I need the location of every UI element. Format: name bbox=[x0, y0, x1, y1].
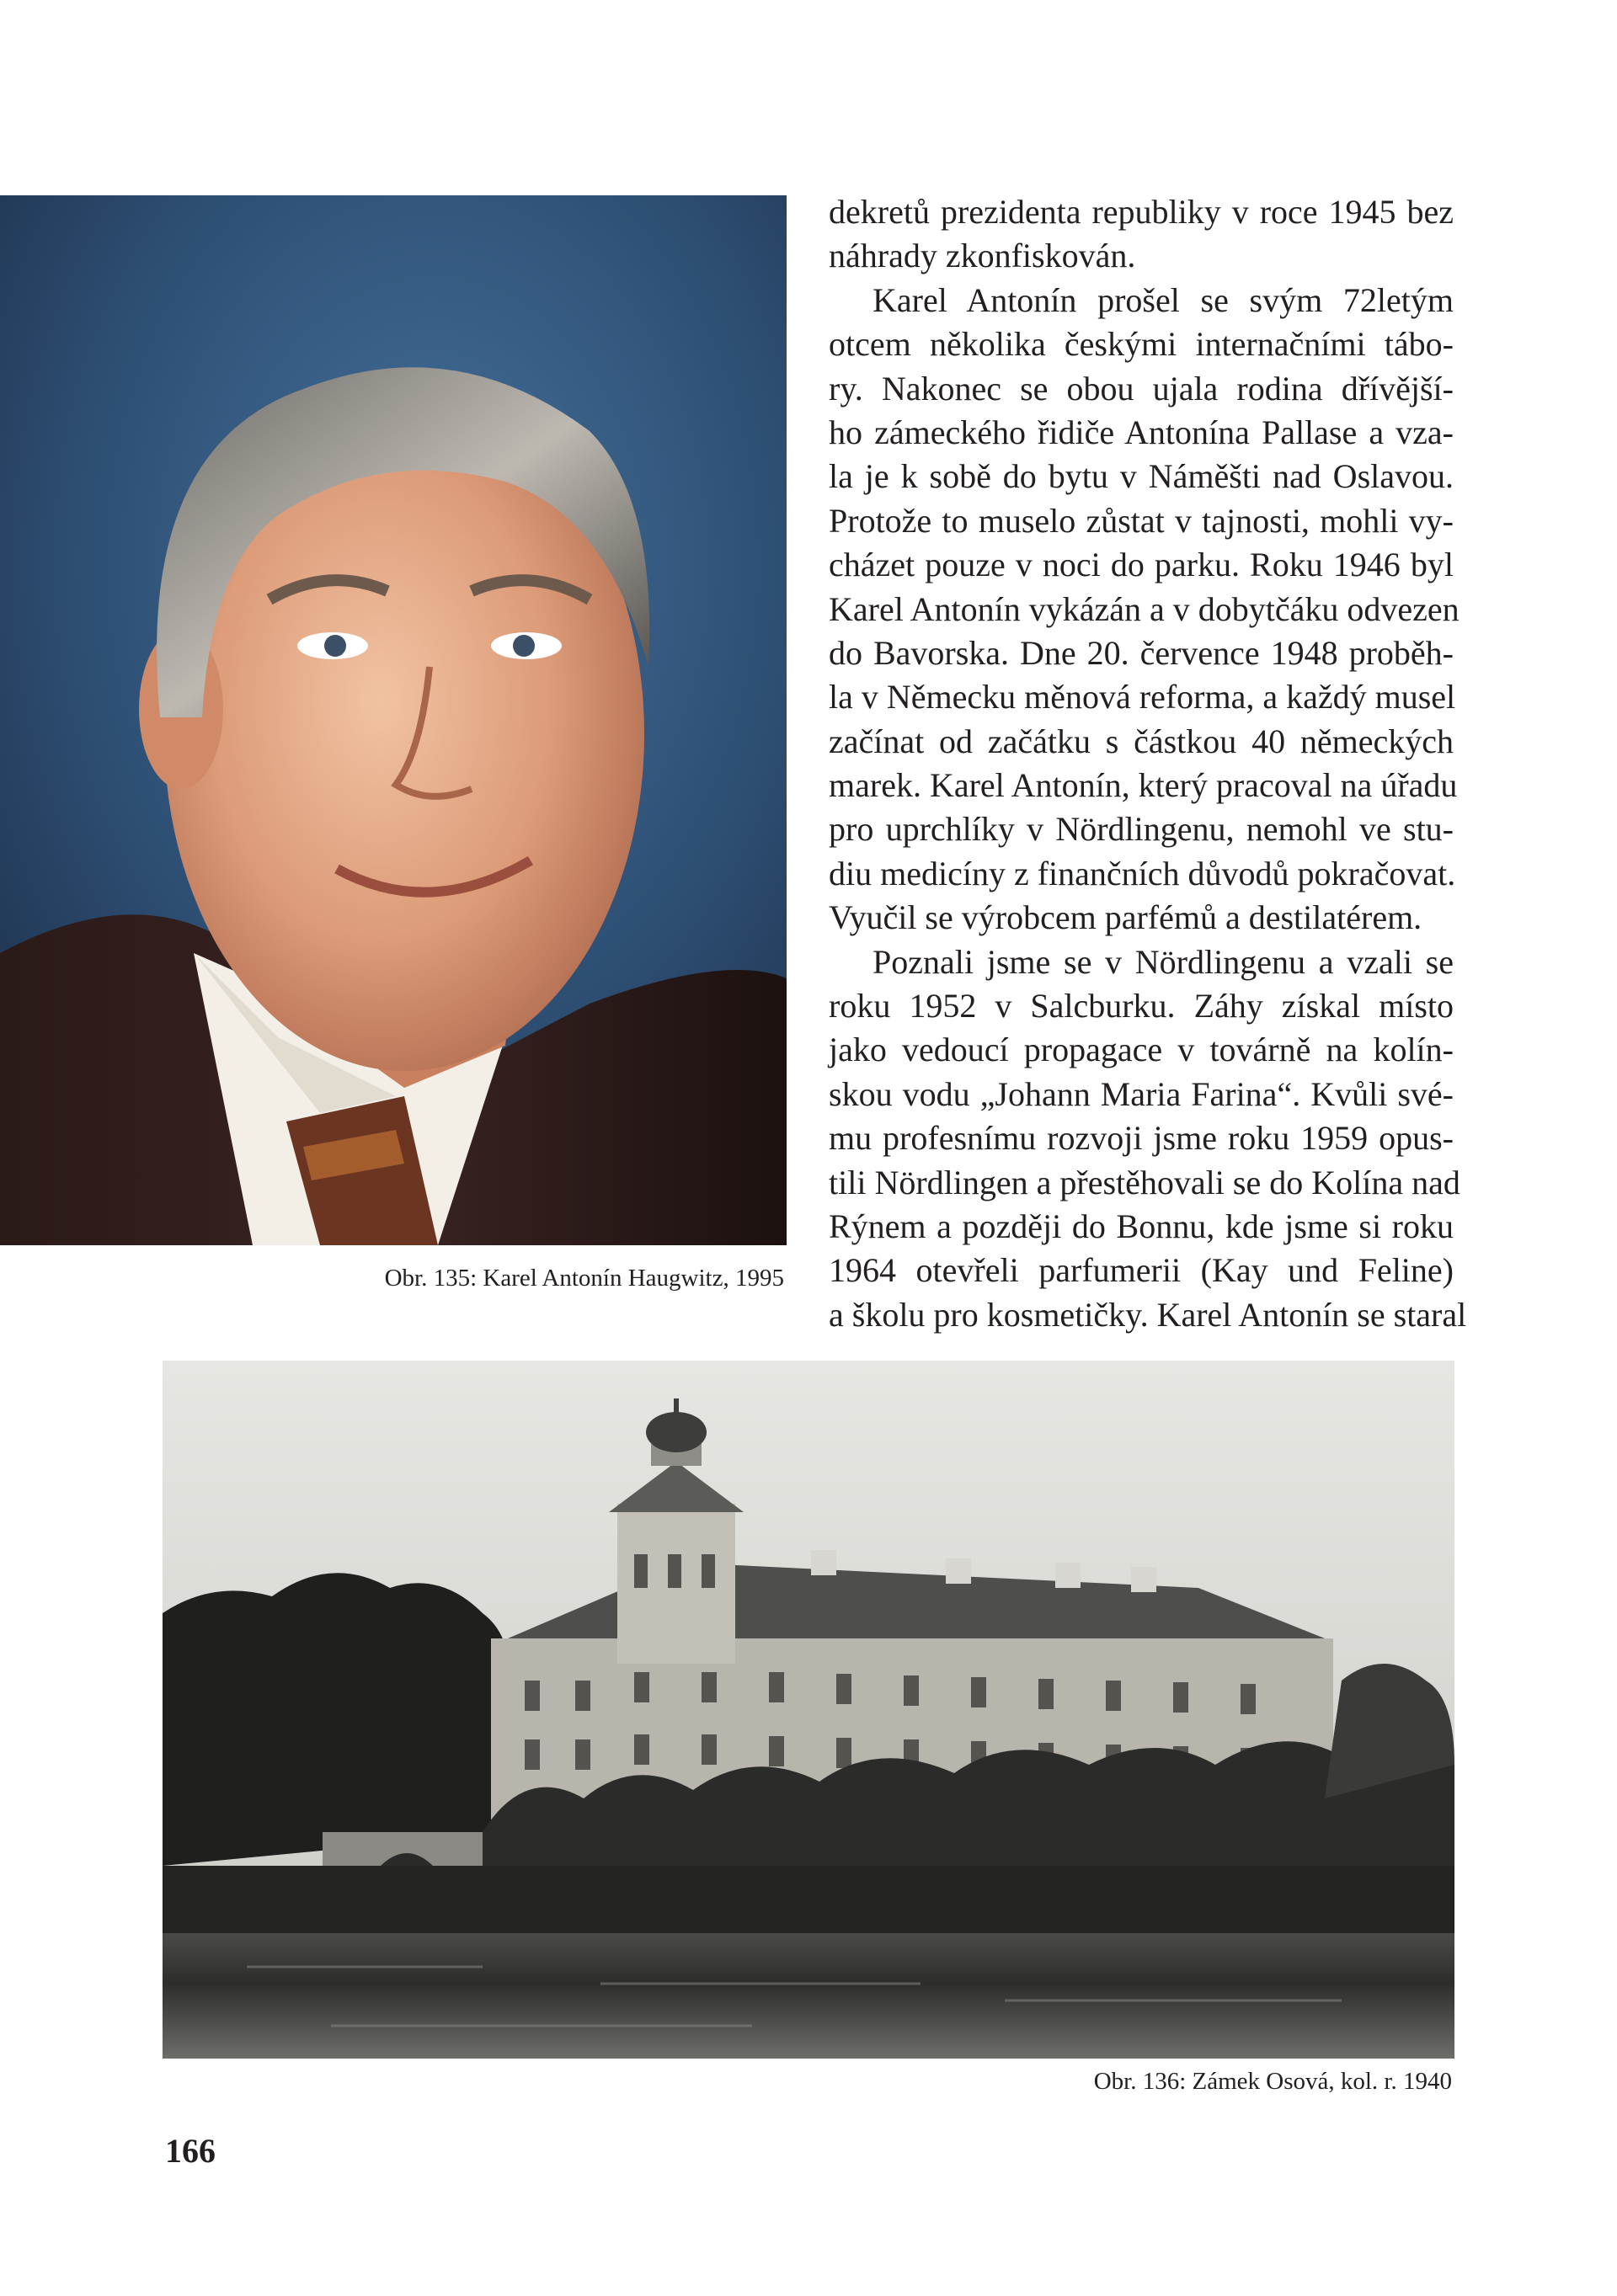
portrait-photo bbox=[0, 195, 787, 1245]
text-line: cházet pouze v noci do parku. Roku 1946 byl bbox=[829, 546, 1454, 584]
text-line: otcem několika českými internačními tábo- bbox=[829, 325, 1454, 364]
text-line: Poznali jsme se v Nördlingenu a vzali se bbox=[873, 942, 1454, 981]
text-line: jako vedoucí propagace v továrně na kolín- bbox=[829, 1031, 1454, 1069]
text-line: skou vodu „Johann Maria Farina“. Kvůli své- bbox=[829, 1074, 1454, 1113]
text-line: Karel Antonín prošel se svým 72letým bbox=[873, 280, 1454, 319]
text-line: 1964 otevřeli parfumerii (Kay und Feline) bbox=[829, 1251, 1454, 1290]
text-line: mu profesnímu rozvoji jsme roku 1959 opus- bbox=[829, 1119, 1454, 1158]
text-line: diu medicíny z finančních důvodů pokračovat. bbox=[829, 854, 1456, 892]
text-line: dekretů prezidenta republiky v roce 1945 bez bbox=[829, 193, 1454, 231]
text-line: la je k sobě do bytu v Náměšti nad Oslavou. bbox=[829, 457, 1454, 496]
text-line: ho zámeckého řidiče Antonína Pallase a vza- bbox=[829, 413, 1454, 451]
text-line: náhrady zkonfiskován. bbox=[829, 237, 1136, 275]
text-line: roku 1952 v Salcburku. Záhy získal místo bbox=[829, 987, 1454, 1025]
text-line: la v Německu měnová reforma, a každý musel bbox=[829, 678, 1456, 717]
text-line: do Bavorska. Dne 20. července 1948 proběh- bbox=[829, 633, 1454, 672]
text-line: Vyučil se výrobcem parfémů a destilatérem. bbox=[829, 898, 1422, 937]
body-text bbox=[829, 190, 1467, 1337]
figure-136-caption: Obr. 136: Zámek Osová, kol. r. 1940 bbox=[1093, 2068, 1452, 2095]
text-line: začínat od začátku s částkou 40 německých bbox=[829, 722, 1454, 760]
text-line: tili Nördlingen a přestěhovali se do Kolína nad bbox=[829, 1163, 1460, 1201]
text-line: marek. Karel Antonín, který pracoval na úřadu bbox=[829, 766, 1458, 805]
text-line: Karel Antonín vykázán a v dobytčáku odvezen bbox=[829, 589, 1460, 628]
page-number: 166 bbox=[165, 2132, 216, 2170]
text-line: ry. Nakonec se obou ujala rodina dřívější- bbox=[829, 369, 1454, 408]
figure-135-caption: Obr. 135: Karel Antonín Haugwitz, 1995 bbox=[384, 1265, 784, 1292]
castle-photo bbox=[163, 1361, 1454, 2059]
text-line: pro uprchlíky v Nördlingenu, nemohl ve stu- bbox=[829, 810, 1454, 849]
text-line: Rýnem a později do Bonnu, kde jsme si roku bbox=[829, 1207, 1454, 1245]
text-line: Protože to muselo zůstat v tajnosti, mohli vy- bbox=[829, 501, 1454, 540]
text-line: a školu pro kosmetičky. Karel Antonín se staral bbox=[829, 1295, 1467, 1334]
